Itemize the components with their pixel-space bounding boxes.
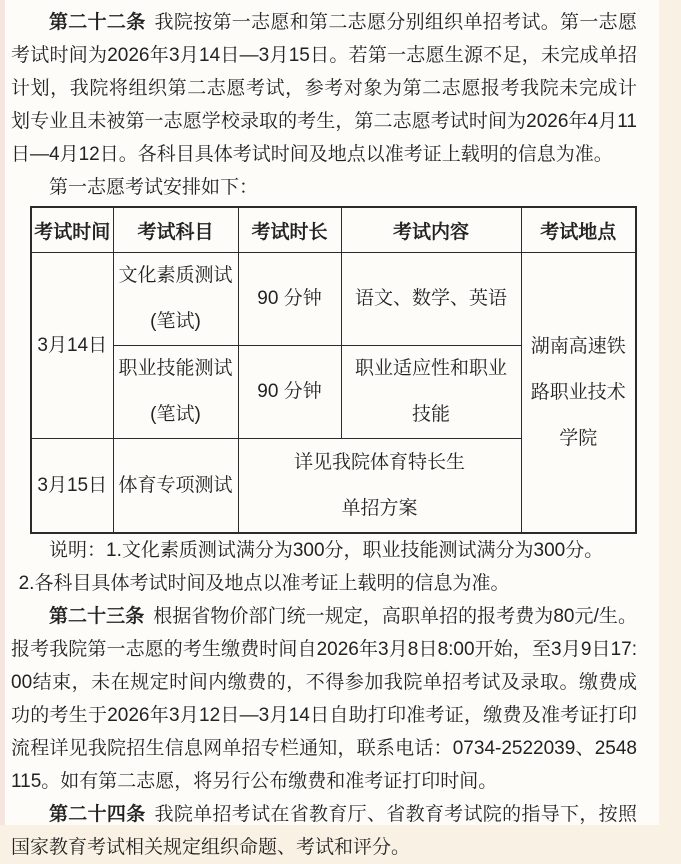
article-22-paragraph xyxy=(11,6,637,171)
cell-date-mar14: 3月14日 xyxy=(31,253,113,439)
exam-schedule-table xyxy=(30,206,637,534)
article-23-number: 第二十三条 xyxy=(49,606,145,627)
cell-exam-location: 湖南高速铁路职业技术学院 xyxy=(521,253,636,534)
header-exam-content: 考试内容 xyxy=(341,207,521,253)
table-note-line2: 2.各科目具体考试时间及地点以准考证上载明的信息为准。 xyxy=(18,573,510,594)
table-header-row xyxy=(31,207,636,253)
cell-duration-skill: 90 分钟 xyxy=(238,346,341,439)
article-23-text: 根据省物价部门统一规定，高职单招的报考费为80元/生。报考我院第一志愿的考生缴费时间自2026年3月8日8:00开始，至3月9日17:00结束，未在规定时间内缴费的，不得参加我院单招考试及录取。缴费成功的考生于2026年3月12日—3月14日自助打印准考证，缴费及准考证打印流程详见我院招生信息网单招专栏通知，联系电话：0734-2522039、2548115。如有第二志愿，将另行公布缴费和准考证打印时间。 xyxy=(11,606,637,792)
header-exam-subject: 考试科目 xyxy=(113,207,238,253)
arrangement-intro-line: 第一志愿考试安排如下： xyxy=(49,177,259,198)
header-exam-time: 考试时间 xyxy=(31,207,113,253)
cell-duration-culture: 90 分钟 xyxy=(238,253,341,346)
table-note-line1: 说明：1.文化素质测试满分为300分，职业技能测试满分为300分。 xyxy=(49,540,604,561)
table-row xyxy=(31,253,636,346)
article-22-number: 第二十二条 xyxy=(49,12,146,33)
article-24-text: 我院单招考试在省教育厅、省教育考试院的指导下，按照国家教育考试相关规定组织命题、考试和评分。 xyxy=(11,804,637,858)
cell-content-culture: 语文、数学、英语 xyxy=(341,253,521,346)
article-24-number: 第二十四条 xyxy=(49,804,146,825)
article-24-paragraph xyxy=(11,798,637,864)
cell-date-mar15: 3月15日 xyxy=(31,439,113,534)
document-page xyxy=(5,0,659,858)
cell-subject-sports: 体育专项测试 xyxy=(113,439,238,534)
cell-sports-detail: 详见我院体育特长生 单招方案 xyxy=(238,439,521,534)
header-exam-duration: 考试时长 xyxy=(238,207,341,253)
cell-content-skill: 职业适应性和职业技能 xyxy=(341,346,521,439)
article-22-text: 我院按第一志愿和第二志愿分别组织单招考试。第一志愿考试时间为2026年3月14日—3月15日。若第一志愿生源不足，未完成单招计划，我院将组织第二志愿考试，参考对象为第二志愿报考我院未完成计划专业且未被第一志愿学校录取的考生，第二志愿考试时间为2026年4月11日—4月12日。各科目具体考试时间及地点以准考证上载明的信息为准。 xyxy=(11,12,637,165)
cell-subject-culture: 文化素质测试 (笔试) xyxy=(113,253,238,346)
article-23-paragraph xyxy=(11,600,637,798)
header-exam-location: 考试地点 xyxy=(521,207,636,253)
document-content xyxy=(5,0,659,864)
cell-subject-skill: 职业技能测试 (笔试) xyxy=(113,346,238,439)
